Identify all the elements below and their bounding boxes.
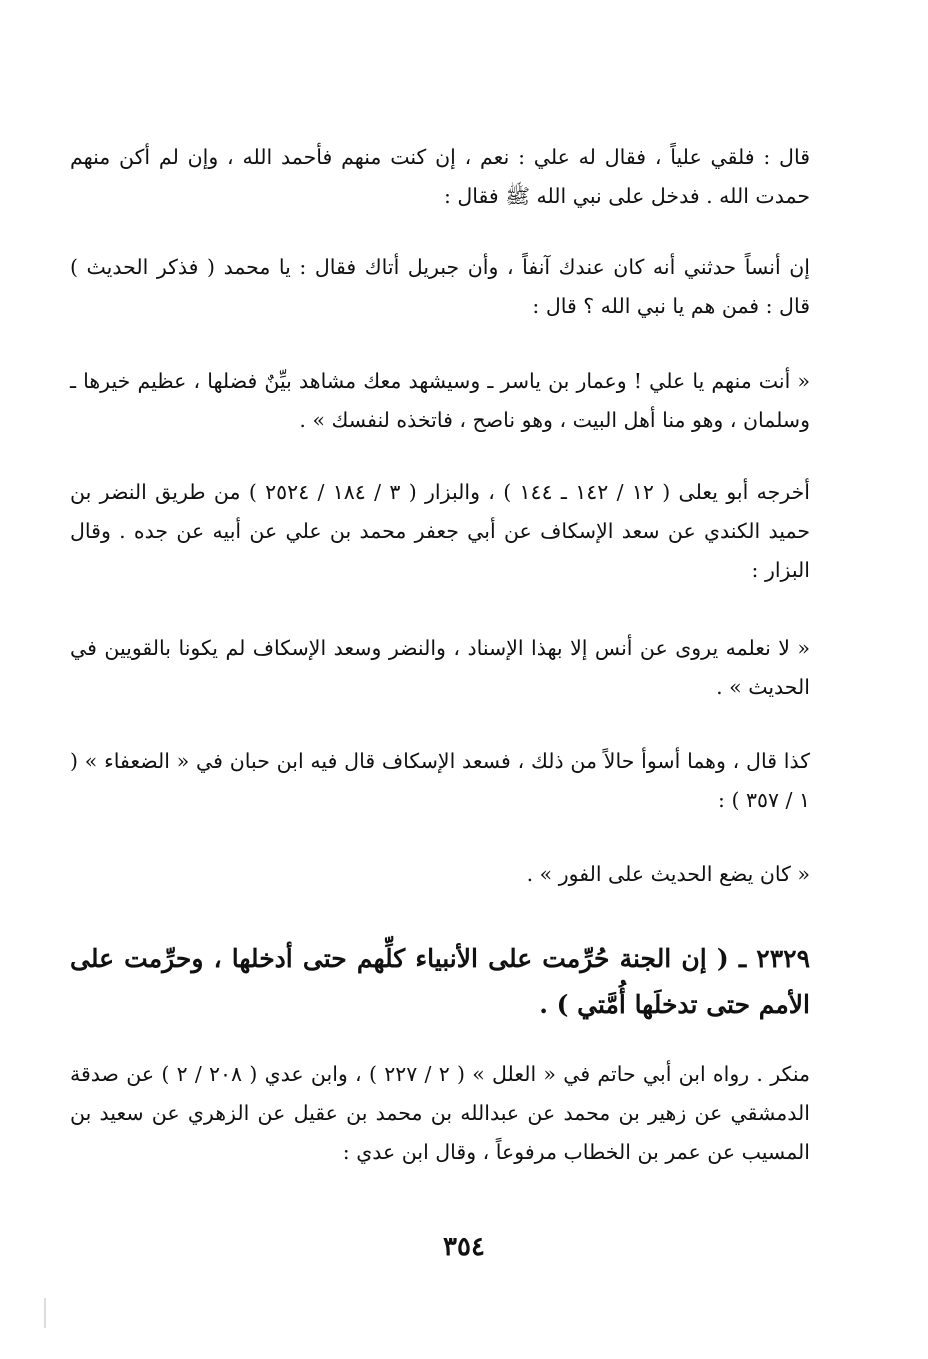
paragraph-5-quote [70, 629, 810, 707]
paragraph-text: قال : فلقي علياً ، فقال له علي : نعم ، إن كنت منهم فأحمد الله ، وإن لم أكن منهم حمدت الله . فدخل على نبي الله ﷺ فقال : [70, 145, 810, 208]
paragraph-3-quote [70, 362, 810, 440]
page-number: ٣٥٤ [443, 1232, 485, 1262]
paragraph-text: « أنت منهم يا علي ! وعمار بن ياسر ـ وسيشهد معك مشاهد بيِّنٌ فضلها ، عظيم خيرها ـ وسلمان ، وهو منا أهل البيت ، وهو ناصح ، فاتخذه لنفسك » . [70, 369, 810, 432]
paragraph-text: « لا نعلمه يروى عن أنس إلا بهذا الإسناد ، والنضر وسعد الإسكاف لم يكونا بالقويين في الحديث » . [70, 636, 810, 699]
paragraph-text: « كان يضع الحديث على الفور » . [526, 862, 810, 886]
paragraph-7-quote [70, 855, 810, 894]
hadith-heading-text: ٢٣٢٩ ـ ( إن الجنة حُرِّمت على الأنبياء كلِّهم حتى أدخلها ، وحرِّمت على الأمم حتى تدخلَها أُمَّتي ) . [70, 944, 811, 1019]
hadith-heading [70, 936, 810, 1028]
paragraph-text: كذا قال ، وهما أسوأ حالاً من ذلك ، فسعد الإسكاف قال فيه ابن حبان في « الضعفاء » ( ١ / ٣٥٧ ) : [70, 749, 810, 812]
paragraph-text: منكر . رواه ابن أبي حاتم في « العلل » ( ٢ / ٢٢٧ ) ، وابن عدي ( ٢٠٨ / ٢ ) عن صدقة الدمشقي عن زهير بن محمد عن عبدالله بن محمد بن عقيل عن الزهري عن سعيد بن المسيب عن عمر بن الخطاب مرفوعاً ، وقال ابن عدي : [70, 1062, 810, 1164]
paragraph-6 [70, 742, 810, 820]
paragraph-2 [70, 248, 810, 326]
paragraph-text: إن أنساً حدثني أنه كان عندك آنفاً ، وأن جبريل أتاك فقال : يا محمد ( فذكر الحديث ) قال : فمن هم يا نبي الله ؟ قال : [70, 255, 810, 318]
paragraph-text: أخرجه أبو يعلى ( ١٢ / ١٤٢ ـ ١٤٤ ) ، والبزار ( ٣ / ١٨٤ / ٢٥٢٤ ) من طريق النضر بن حميد الكندي عن سعد الإسكاف عن أبي جعفر محمد بن علي عن أبيه عن جده . وقال البزار : [70, 480, 810, 582]
paragraph-4 [70, 473, 810, 590]
paragraph-1 [70, 138, 810, 216]
paragraph-8 [70, 1055, 810, 1172]
margin-mark [44, 1298, 46, 1328]
